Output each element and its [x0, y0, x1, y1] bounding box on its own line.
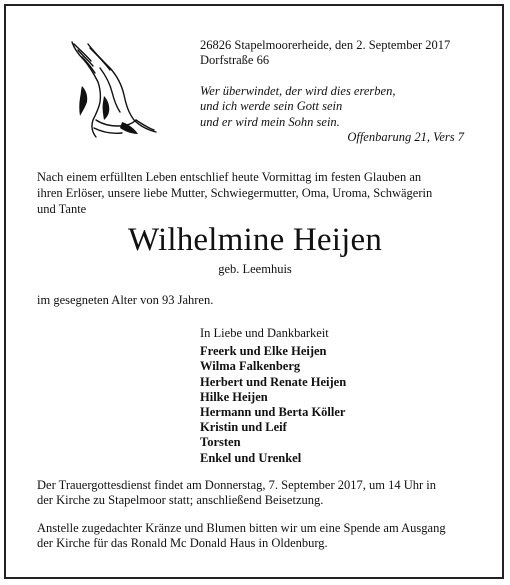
intro-line-2: ihren Erlöser, unsere liebe Mutter, Schwiegermutter, Oma, Uroma, Schwägerin [37, 186, 433, 200]
service-line-2: der Kirche zu Stapelmoor statt; anschließend Beisetzung. [37, 493, 324, 507]
donation-line-1: Anstelle zugedachter Kränze und Blumen bitten wir um eine Spende am Ausgang [37, 521, 446, 535]
mourner-name: Freerk und Elke Heijen [200, 344, 327, 358]
place-date: 26826 Stapelmoorerheide, den 2. September 2017 [200, 38, 451, 52]
mourners-heading: In Liebe und Dankbarkeit [200, 326, 329, 340]
intro-line-1: Nach einem erfüllten Leben entschlief heute Vormittag im festen Glauben an [37, 170, 422, 184]
mourner-name: Kristin und Leif [200, 420, 287, 434]
service-line-1: Der Trauergottesdienst findet am Donnerstag, 7. September 2017, um 14 Uhr in [37, 478, 437, 492]
mourner-name: Torsten [200, 435, 241, 449]
verse-line-1: Wer überwindet, der wird dies ererben, [200, 84, 396, 98]
deceased-name: Wilhelmine Heijen [127, 222, 383, 258]
mourner-name: Wilma Falkenberg [200, 359, 301, 373]
intro-line-3: und Tante [37, 202, 87, 216]
mourner-name: Herbert und Renate Heijen [200, 375, 347, 389]
age-line: im gesegneten Alter von 93 Jahren. [37, 293, 214, 307]
mourner-name: Enkel und Urenkel [200, 451, 302, 465]
maiden-name: geb. Leemhuis [218, 262, 292, 276]
verse-line-2: und ich werde sein Gott sein [200, 99, 343, 113]
street-address: Dorfstraße 66 [200, 53, 270, 67]
mourner-name: Hilke Heijen [200, 390, 268, 404]
praying-hands-icon [60, 40, 160, 140]
donation-line-2: der Kirche für das Ronald Mc Donald Haus in Oldenburg. [37, 536, 328, 550]
verse-line-3: und er wird mein Sohn sein. [200, 115, 340, 129]
mourner-name: Hermann und Berta Köller [200, 405, 346, 419]
verse-reference: Offenbarung 21, Vers 7 [347, 130, 464, 144]
